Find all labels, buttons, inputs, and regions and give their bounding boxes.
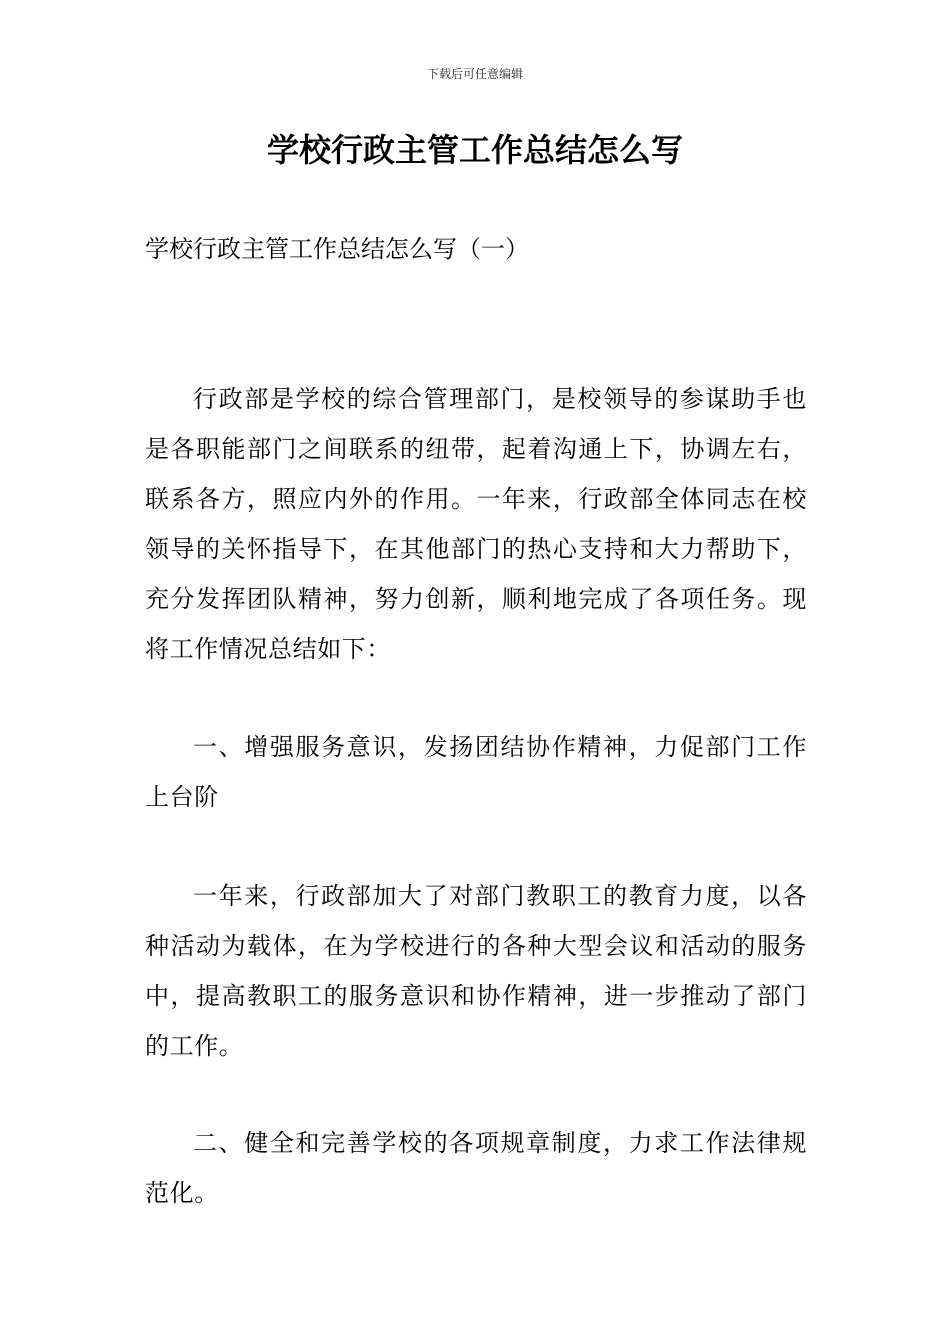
header-note: 下载后可任意编辑	[426, 67, 523, 81]
paragraph-section-two-heading: 二、健全和完善学校的各项规章制度，力求工作法律规范化。	[145, 1129, 807, 1207]
paragraph-intro: 行政部是学校的综合管理部门，是校领导的参谋助手也是各职能部门之间联系的纽带，起着沟通上下，协调左右，联系各方，照应内外的作用。一年来，行政部全体同志在校领导的关怀指导下，在其他部门的热心支持和大力帮助下，充分发挥团队精神，努力创新，顺利地完成了各项任务。现将工作情况总结如下：	[145, 385, 807, 663]
paragraph-section-one-heading: 一、增强服务意识，发扬团结协作精神，力促部门工作上台阶	[145, 733, 807, 811]
document-subtitle: 学校行政主管工作总结怎么写（一）	[145, 235, 529, 263]
paragraph-section-one-body: 一年来，行政部加大了对部门教职工的教育力度，以各种活动为载体，在为学校进行的各种大型会议和活动的服务中，提高教职工的服务意识和协作精神，进一步推动了部门的工作。	[145, 882, 807, 1060]
document-title: 学校行政主管工作总结怎么写	[266, 131, 683, 169]
